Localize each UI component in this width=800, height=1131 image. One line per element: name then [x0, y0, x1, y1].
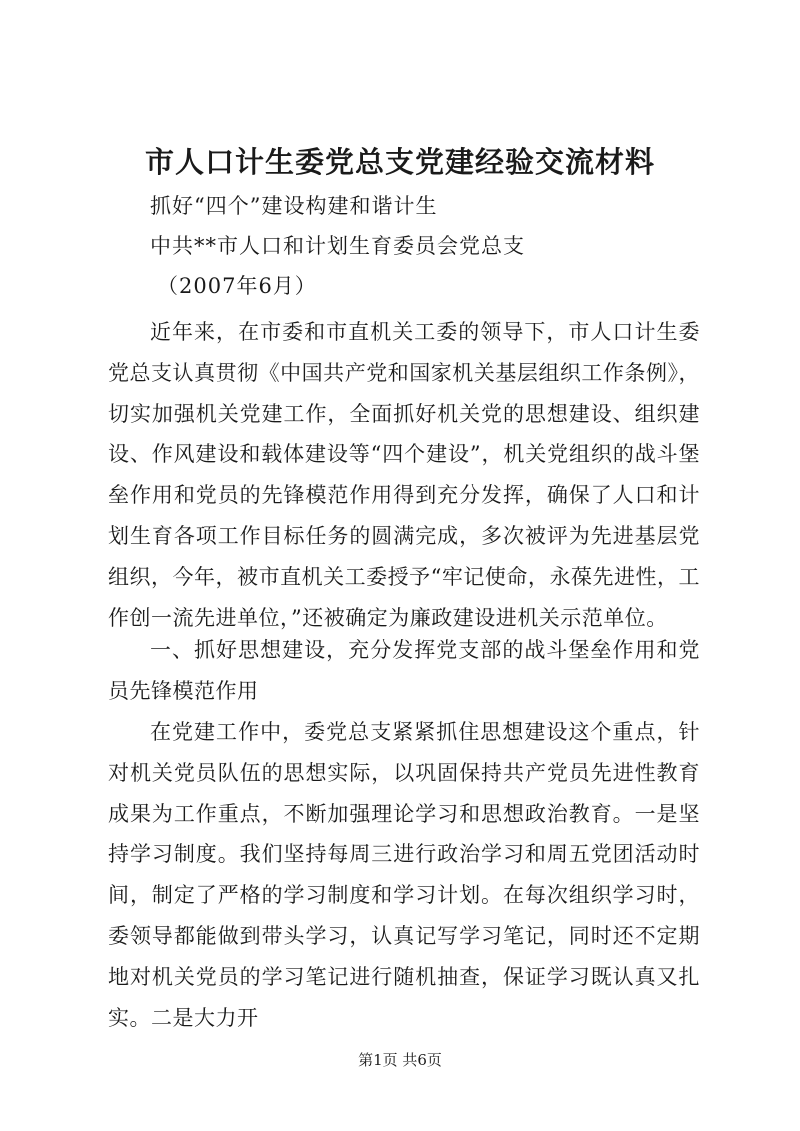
paragraph-section-1: 在党建工作中，委党总支紧紧抓住思想建设这个重点，针对机关党员队伍的思想实际，以巩固保持共产党员先进性教育成果为工作重点，不断加强理论学习和思想政治教育。一是坚持学习制度。我们坚持每周三进行政治学习和周五党团活动时间，制定了严格的学习制度和学习计划。在每次组织学习时，委领导都能做到带头学习，认真记写学习笔记，同时还不定期地对机关党员的学习笔记进行随机抽查，保证学习既认真又扎实。二是大力开	[108, 720, 700, 1030]
section-heading-1: 一、抓好思想建设，充分发挥党支部的战斗堡垒作用和党员先锋模范作用	[108, 638, 700, 703]
document-organization: 中共**市人口和计划生育委员会党总支	[150, 234, 525, 258]
document-date: （2007年6月）	[157, 274, 317, 298]
document-subtitle: 抓好“四个”建设构建和谐计生	[150, 194, 438, 218]
page-number: 第1页 共6页	[358, 1051, 442, 1069]
document-title: 市人口计生委党总支党建经验交流材料	[144, 145, 655, 179]
paragraph-intro: 近年来，在市委和市直机关工委的领导下，市人口计生委党总支认真贯彻《中国共产党和国家机关基层组织工作条例》，切实加强机关党建工作，全面抓好机关党的思想建设、组织建设、作风建设和载体建设等“四个建设”，机关党组织的战斗堡垒作用和党员的先锋模范作用得到充分发挥，确保了人口和计划生育各项工作目标任务的圆满完成，多次被评为先进基层党组织，今年，被市直机关工委授予“牢记使命，永葆先进性，工作创一流先进单位，”还被确定为廉政建设进机关示范单位。	[108, 320, 700, 630]
